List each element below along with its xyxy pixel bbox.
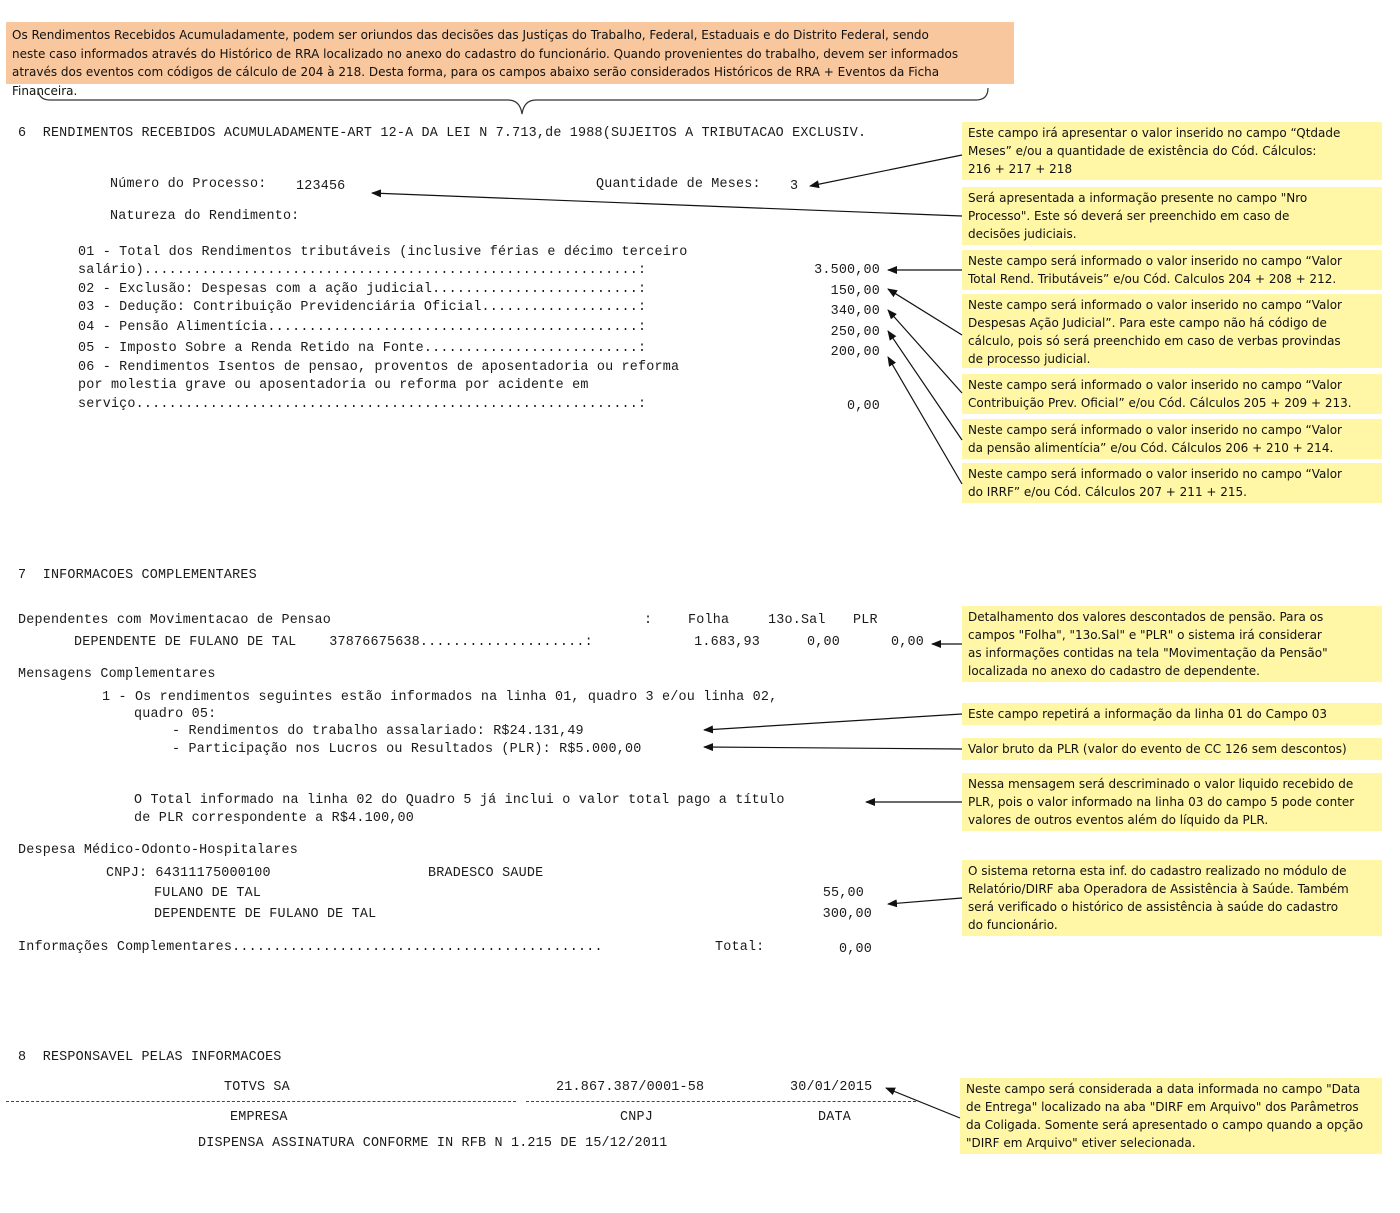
- cnpj-value: 21.867.387/0001-58: [556, 1080, 705, 1095]
- header-note-line: Os Rendimentos Recebidos Acumuladamente, podem ser oriundos das decisões das Justiças do Trabalho, Federal, Estaduais e do Distrito Federal, sendo: [12, 28, 929, 42]
- note-line: decisões judiciais.: [968, 227, 1077, 241]
- note-line: será verificado o histórico de assistência à saúde do cadastro: [968, 900, 1339, 914]
- dep-folha: 1.683,93: [694, 635, 760, 650]
- arrow: [888, 357, 962, 484]
- arrow: [372, 193, 962, 216]
- med-row-name: DEPENDENTE DE FULANO DE TAL: [154, 907, 377, 922]
- note-line: Despesas Ação Judicial”. Para este campo não há código de: [968, 316, 1327, 330]
- total-label: Total:: [715, 940, 765, 955]
- processo-label: Número do Processo:: [110, 177, 267, 192]
- col-plr: PLR: [853, 613, 878, 628]
- header-note-line: através dos eventos com códigos de cálculo de 204 à 218. Desta forma, para os campos abaixo serão considerados Históricos de RRA + Eventos da Ficha Financeira.: [12, 65, 940, 98]
- dep-header-colon: :: [644, 613, 653, 628]
- note-line: campos "Folha", "13o.Sal" e "PLR" o sistema irá considerar: [968, 628, 1322, 642]
- note-line: "DIRF em Arquivo" etiver selecionada.: [966, 1136, 1196, 1150]
- note-line: Este campo irá apresentar o valor inserido no campo “Qtdade: [968, 126, 1341, 140]
- brace: [38, 88, 988, 114]
- msg-line: quadro 05:: [134, 707, 217, 722]
- note-line: da pensão alimentícia” e/ou Cód. Cálculos 206 + 210 + 214.: [968, 441, 1334, 455]
- arrow: [888, 898, 962, 904]
- note-line: Total Rend. Tributáveis” e/ou Cód. Calculos 204 + 208 + 212.: [968, 272, 1337, 286]
- rra-line-06a: 06 - Rendimentos Isentos de pensao, proventos de aposentadoria ou reforma: [78, 360, 680, 375]
- rra-line-05: 05 - Imposto Sobre a Renda Retido na Fonte..........................:: [78, 341, 647, 356]
- col-13sal: 13o.Sal: [768, 613, 826, 628]
- note-line: de Entrega" localizado na aba "DIRF em Arquivo" dos Parâmetros: [966, 1100, 1359, 1114]
- note-line: as informações contidas na tela "Movimentação da Pensão": [968, 646, 1328, 660]
- note-line: Meses” e/ou a quantidade de existência do Cód. Cálculos:: [968, 144, 1317, 158]
- med-row-value: 300,00: [822, 907, 872, 922]
- total-value: 0,00: [839, 942, 872, 957]
- meses-label: Quantidade de Meses:: [596, 177, 761, 192]
- note-line: Neste campo será informado o valor inserido no campo “Valor: [968, 378, 1342, 392]
- arrow: [704, 747, 962, 749]
- arrow: [888, 331, 962, 440]
- rra-value-03: 340,00: [830, 304, 880, 319]
- note-line: localizada no anexo do cadastro de dependente.: [968, 664, 1260, 678]
- note-line: PLR, pois o valor informado na linha 03 do campo 5 pode conter: [968, 795, 1355, 809]
- empresa-label: EMPRESA: [230, 1110, 288, 1125]
- rra-value-02: 150,00: [830, 284, 880, 299]
- arrow: [704, 714, 962, 730]
- rra-value-01: 3.500,00: [814, 263, 880, 278]
- section6-title: 6 RENDIMENTOS RECEBIDOS ACUMULADAMENTE-ART 12-A DA LEI N 7.713,de 1988(SUJEITOS A TRIBUTACAO EXCLUSIV.: [18, 126, 867, 141]
- msg-line-total: de PLR correspondente a R$4.100,00: [134, 811, 415, 826]
- note-line: Este campo repetirá a informação da linha 01 do Campo 03: [968, 707, 1328, 721]
- dep-13sal: 0,00: [807, 635, 840, 650]
- cnpj-label: CNPJ: 64311175000100: [106, 866, 271, 881]
- med-row-name: FULANO DE TAL: [154, 886, 262, 901]
- note-line: Valor bruto da PLR (valor do evento de CC 126 sem descontos): [968, 742, 1347, 756]
- dep-row-label: DEPENDENTE DE FULANO DE TAL 37876675638....................:: [74, 635, 593, 650]
- operadora: BRADESCO SAUDE: [428, 866, 544, 881]
- meses-value: 3: [790, 179, 799, 194]
- msg-line-rendimentos: - Rendimentos do trabalho assalariado: R$24.131,49: [172, 724, 584, 739]
- dep-header-label: Dependentes com Movimentacao de Pensao: [18, 613, 331, 628]
- arrow: [810, 155, 962, 186]
- note-line: cálculo, pois só será preenchido em caso de verbas provindas: [968, 334, 1341, 348]
- note-line: da Coligada. Somente será apresentado o campo quando a opção: [966, 1118, 1364, 1132]
- arrow: [886, 1088, 960, 1118]
- note-line: Neste campo será considerada a data informada no campo "Data: [966, 1082, 1361, 1096]
- note-line: O sistema retorna esta inf. do cadastro realizado no módulo de: [968, 864, 1347, 878]
- note-line: Contribuição Prev. Oficial” e/ou Cód. Cálculos 205 + 209 + 213.: [968, 396, 1352, 410]
- note-line: Neste campo será informado o valor inserido no campo “Valor: [968, 254, 1342, 268]
- note-line: 216 + 217 + 218: [968, 162, 1073, 176]
- note-line: Será apresentada a informação presente no campo "Nro: [968, 191, 1308, 205]
- data-value: 30/01/2015: [790, 1080, 873, 1095]
- msg-title: Mensagens Complementares: [18, 667, 216, 682]
- rra-line-02: 02 - Exclusão: Despesas com a ação judicial.........................:: [78, 282, 647, 297]
- msg-line-plr: - Participação nos Lucros ou Resultados (PLR): R$5.000,00: [172, 742, 642, 757]
- arrow: [888, 310, 962, 393]
- rra-value-04: 250,00: [830, 325, 880, 340]
- msg-line: 1 - Os rendimentos seguintes estão informados na linha 01, quadro 3 e/ou linha 02,: [102, 690, 778, 705]
- cnpj-label-footer: CNPJ: [620, 1110, 653, 1125]
- section8-title: 8 RESPONSAVEL PELAS INFORMACOES: [18, 1050, 282, 1065]
- empresa-value: TOTVS SA: [224, 1080, 290, 1095]
- note-line: de processo judicial.: [968, 352, 1091, 366]
- note-line: Relatório/DIRF aba Operadora de Assistência à Saúde. Também: [968, 882, 1349, 896]
- processo-value: 123456: [296, 179, 346, 194]
- note-line: do IRRF” e/ou Cód. Cálculos 207 + 211 + 215.: [968, 485, 1247, 499]
- note-line: Neste campo será informado o valor inserido no campo “Valor: [968, 298, 1342, 312]
- note-line: valores de outros eventos além do líquido da PLR.: [968, 813, 1269, 827]
- rra-line-03: 03 - Dedução: Contribuição Previdenciária Oficial...................:: [78, 300, 647, 315]
- rra-value-05: 200,00: [830, 345, 880, 360]
- rra-line-01b: salário)............................................................:: [78, 263, 647, 278]
- col-folha: Folha: [688, 613, 730, 628]
- info-label: Informações Complementares.............................................: [18, 940, 603, 955]
- rra-line-06c: serviço.............................................................:: [78, 397, 647, 412]
- footer-dispensa: DISPENSA ASSINATURA CONFORME IN RFB N 1.215 DE 15/12/2011: [198, 1136, 668, 1151]
- med-title: Despesa Médico-Odonto-Hospitalares: [18, 843, 299, 858]
- note-line: Neste campo será informado o valor inserido no campo “Valor: [968, 423, 1342, 437]
- section7-title: 7 INFORMACOES COMPLEMENTARES: [18, 568, 257, 583]
- note-line: do funcionário.: [968, 918, 1058, 932]
- data-label: DATA: [818, 1110, 851, 1125]
- header-note-line: neste caso informados através do Histórico de RRA localizado no anexo do cadastro do funcionário. Quando provenientes do trabalho, devem ser informados: [12, 46, 959, 61]
- dep-plr: 0,00: [891, 635, 924, 650]
- msg-line-total: O Total informado na linha 02 do Quadro 5 já inclui o valor total pago a título: [134, 793, 785, 808]
- note-line: Processo". Este só deverá ser preenchido em caso de: [968, 209, 1290, 223]
- med-row-value: 55,00: [822, 886, 864, 901]
- rra-value-06: 0,00: [847, 399, 880, 414]
- natureza-label: Natureza do Rendimento:: [110, 209, 300, 224]
- rra-line-04: 04 - Pensão Alimentícia.............................................:: [78, 320, 647, 335]
- rra-line-06b: por molestia grave ou aposentadoria ou reforma por acidente em: [78, 378, 589, 393]
- arrow: [888, 289, 962, 335]
- note-line: Detalhamento dos valores descontados de pensão. Para os: [968, 610, 1324, 624]
- note-line: Nessa mensagem será descriminado o valor liquido recebido de: [968, 777, 1354, 791]
- note-line: Neste campo será informado o valor inserido no campo “Valor: [968, 467, 1342, 481]
- rra-line-01a: 01 - Total dos Rendimentos tributáveis (inclusive férias e décimo terceiro: [78, 245, 688, 260]
